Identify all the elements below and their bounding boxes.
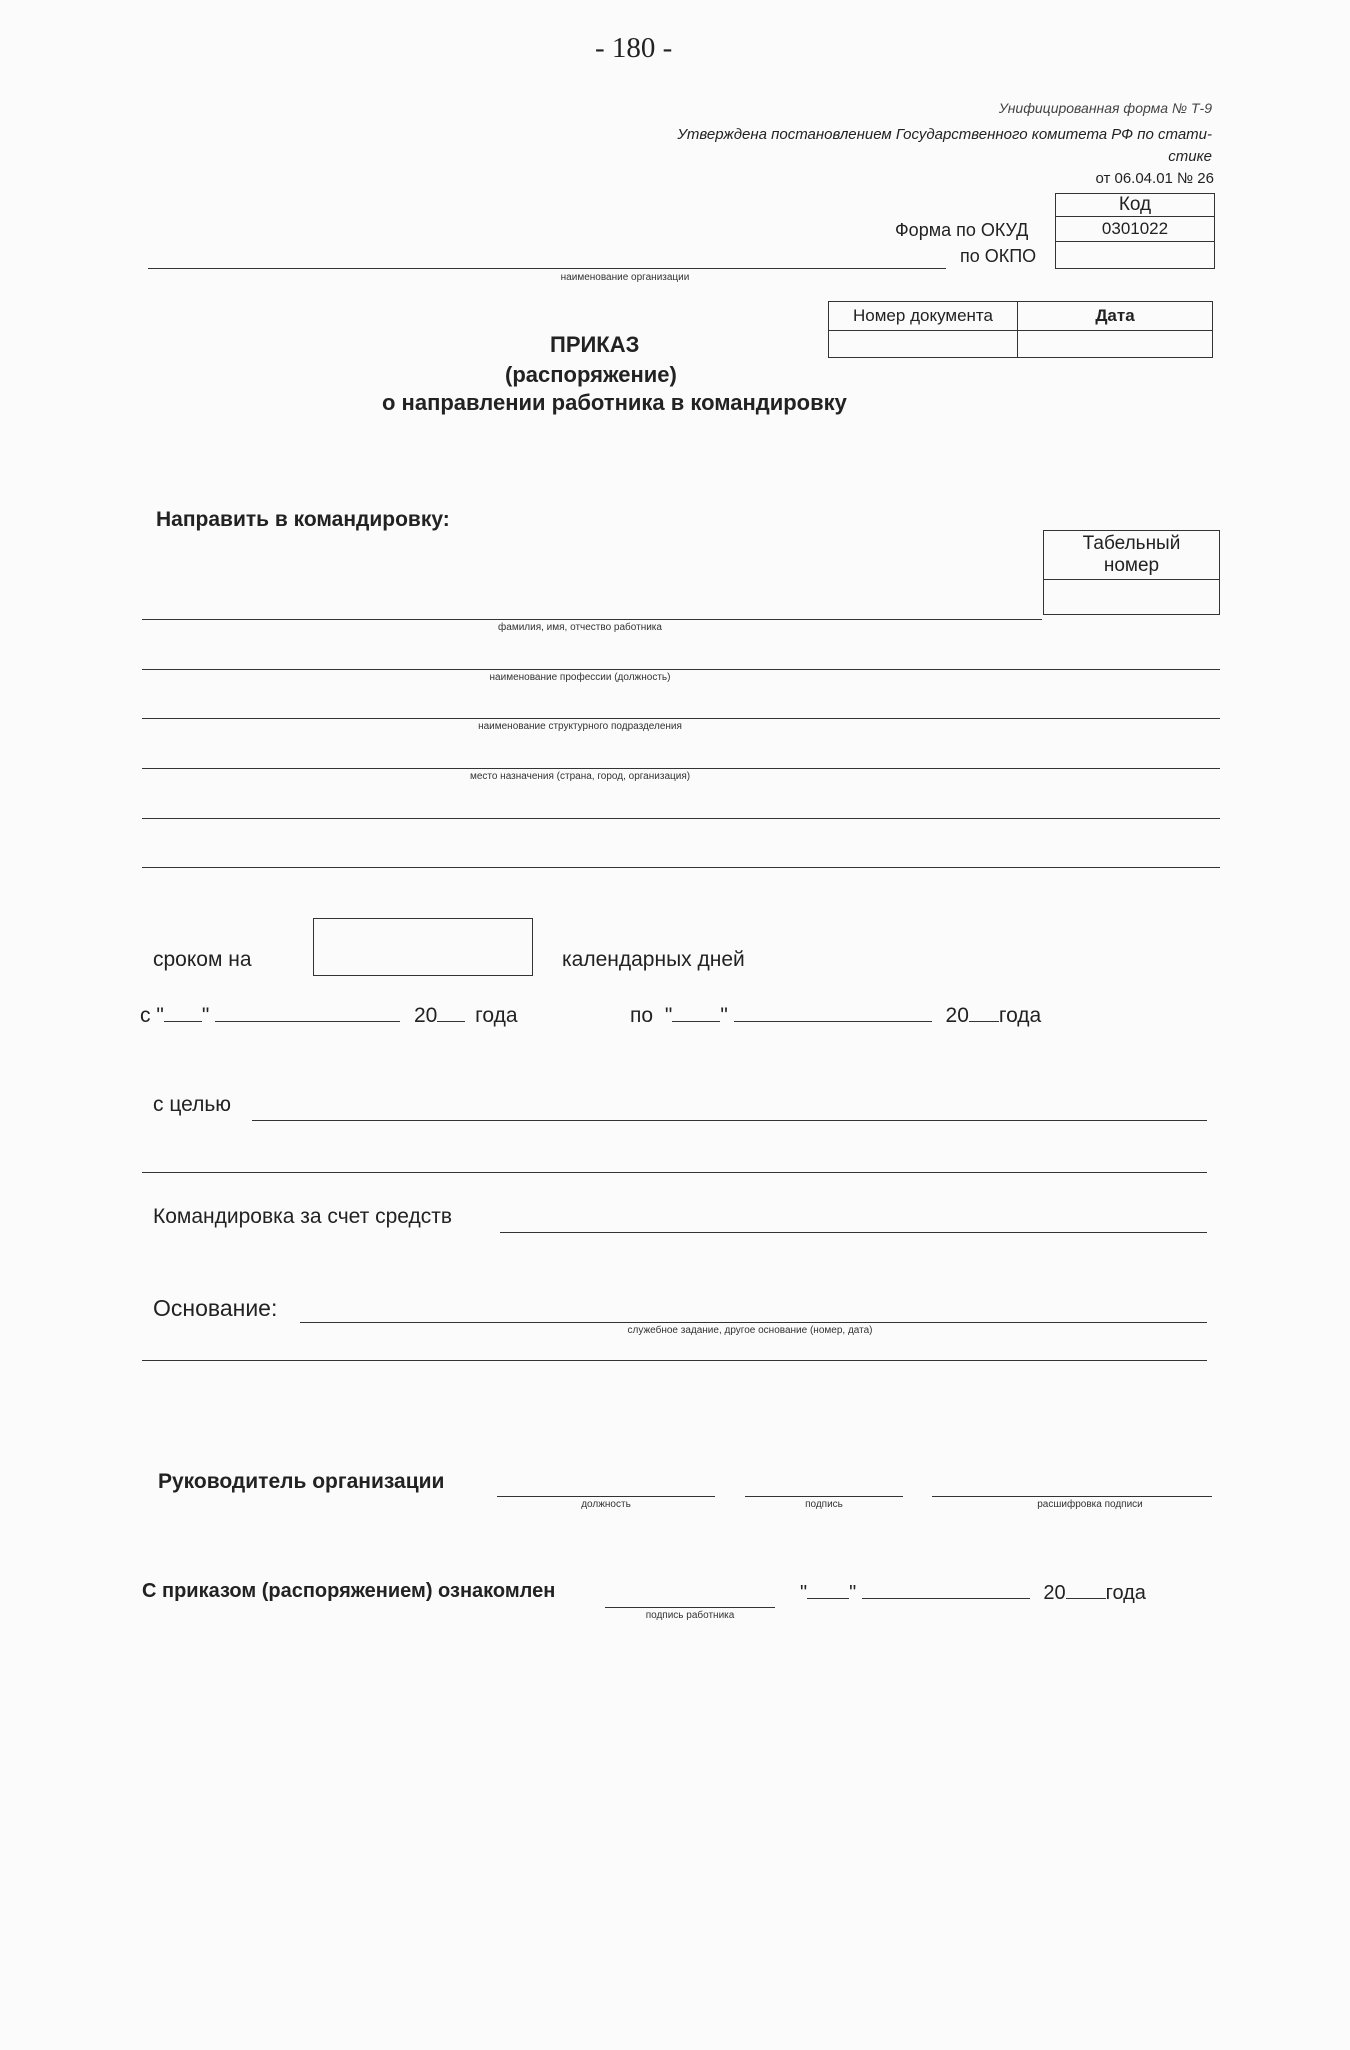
profession-caption: наименование профессии (должность)	[489, 672, 671, 683]
okud-label: Форма по ОКУД	[895, 220, 1029, 240]
decoding-caption: расшифровка подписи	[1037, 1499, 1143, 1510]
from-year-field[interactable]	[437, 1003, 465, 1022]
from-day-field[interactable]	[164, 1003, 202, 1022]
purpose-line[interactable]	[252, 1120, 1207, 1121]
okud-value[interactable]: 0301022	[1056, 217, 1215, 242]
title-line-2: (распоряжение)	[505, 362, 677, 387]
period-to-label: по	[630, 1004, 654, 1027]
basis-label: Основание:	[153, 1295, 278, 1321]
acq-year-prefix: 20	[1043, 1582, 1066, 1604]
tab-number-line-2: номер	[1103, 555, 1160, 576]
fio-caption: фамилия, имя, отчество работника	[498, 622, 662, 633]
profession-line[interactable]	[142, 669, 1220, 670]
unified-form-note: Унифицированная форма № Т-9	[998, 100, 1212, 116]
basis-line[interactable]	[300, 1322, 1207, 1323]
acq-year-word: года	[1105, 1582, 1146, 1604]
destination-line-3[interactable]	[142, 867, 1220, 868]
codes-table	[1055, 193, 1215, 269]
tab-number-line-1: Табельный	[1082, 533, 1181, 554]
quote-open-3: "	[800, 1582, 808, 1604]
term-suffix: календарных дней	[562, 948, 745, 971]
to-year-word: года	[998, 1004, 1042, 1027]
period-from-label: с	[140, 1004, 151, 1027]
worker-signature-line[interactable]	[605, 1607, 775, 1608]
acq-year-field[interactable]	[1066, 1580, 1106, 1599]
worker-signature-caption: подпись работника	[645, 1610, 735, 1621]
destination-line[interactable]	[142, 768, 1220, 769]
acq-day-field[interactable]	[807, 1580, 849, 1599]
org-name-line[interactable]	[148, 268, 946, 269]
code-header: Код	[1056, 194, 1215, 217]
term-prefix: сроком на	[153, 948, 252, 971]
doc-date-value[interactable]	[1018, 331, 1213, 358]
approved-line-2: стике	[1168, 148, 1212, 165]
approved-date: от 06.04.01 № 26	[1095, 170, 1214, 187]
approved-line-1: Утверждена постановлением Государственного комитета РФ по стати-	[677, 126, 1212, 143]
destination-line-2[interactable]	[142, 818, 1220, 819]
acquainted-label: С приказом (распоряжением) ознакомлен	[142, 1580, 556, 1602]
doc-number-header: Номер документа	[829, 302, 1018, 331]
fio-line[interactable]	[142, 619, 1042, 620]
okpo-value[interactable]	[1056, 242, 1215, 269]
period-to-row	[630, 1003, 1041, 1028]
quote-open-1: "	[156, 1004, 164, 1027]
title-line-1: ПРИКАЗ	[550, 332, 640, 357]
document-table	[828, 301, 1213, 358]
department-caption: наименование структурного подразделения	[478, 721, 682, 732]
from-month-field[interactable]	[215, 1003, 400, 1022]
to-year-prefix: 20	[945, 1004, 969, 1027]
tab-number-header	[1044, 531, 1220, 580]
from-year-word: года	[475, 1004, 518, 1027]
quote-close-1: "	[201, 1004, 210, 1027]
purpose-label: с целью	[153, 1093, 232, 1116]
term-days-box[interactable]	[313, 918, 533, 976]
expense-label: Командировка за счет средств	[153, 1205, 452, 1228]
tab-number-value[interactable]	[1044, 580, 1220, 615]
head-decoding-line[interactable]	[932, 1496, 1212, 1497]
acq-month-field[interactable]	[862, 1580, 1030, 1599]
title-line-3: о направлении работника в командировку	[382, 390, 847, 415]
okpo-label: по ОКПО	[960, 246, 1037, 266]
doc-number-value[interactable]	[829, 331, 1018, 358]
department-line[interactable]	[142, 718, 1220, 719]
quote-close-2: "	[720, 1004, 728, 1027]
to-day-field[interactable]	[672, 1003, 720, 1022]
to-year-field[interactable]	[969, 1003, 999, 1022]
head-signature-line[interactable]	[745, 1496, 903, 1497]
position-caption: должность	[581, 1499, 631, 1510]
tab-number-table	[1043, 530, 1220, 615]
destination-caption: место назначения (страна, город, организация)	[469, 771, 691, 782]
signature-caption: подпись	[805, 1499, 843, 1510]
page-number: - 180 -	[595, 32, 673, 64]
from-year-prefix: 20	[413, 1004, 438, 1027]
head-position-line[interactable]	[497, 1496, 715, 1497]
expense-line[interactable]	[500, 1232, 1207, 1233]
purpose-line-2[interactable]	[142, 1172, 1207, 1173]
basis-caption: служебное задание, другое основание (номер, дата)	[627, 1325, 873, 1336]
head-label: Руководитель организации	[158, 1470, 445, 1493]
doc-date-header: Дата	[1018, 302, 1213, 331]
acquainted-date-row	[800, 1580, 1146, 1605]
quote-close-3: "	[849, 1582, 857, 1604]
basis-line-2[interactable]	[142, 1360, 1207, 1361]
period-from-row	[140, 1003, 518, 1028]
org-name-caption: наименование организации	[560, 272, 690, 283]
quote-open-2: "	[664, 1004, 673, 1027]
send-label: Направить в командировку:	[156, 508, 450, 531]
to-month-field[interactable]	[734, 1003, 932, 1022]
